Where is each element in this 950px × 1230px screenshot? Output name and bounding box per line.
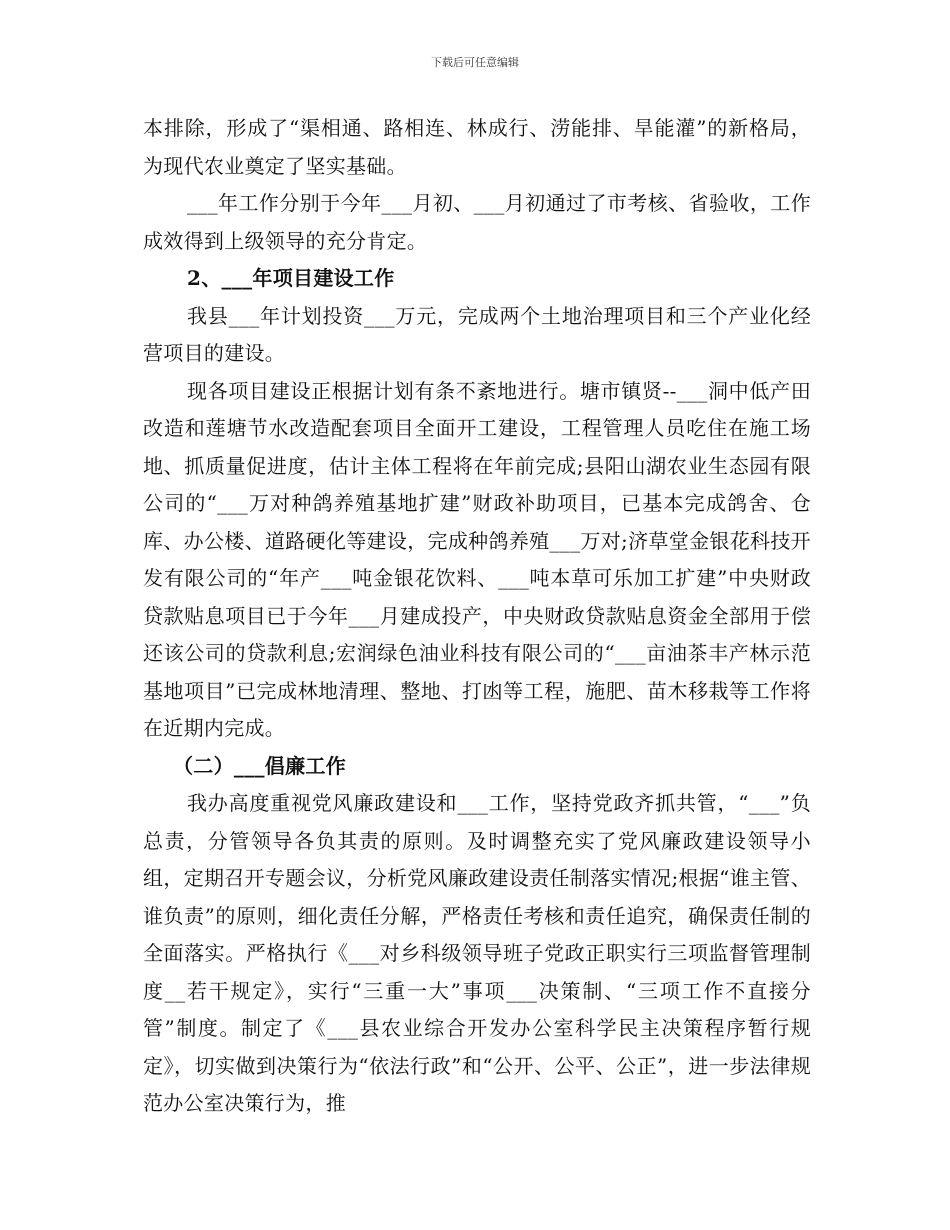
page-header-note: 下载后可任意编辑 — [431, 56, 519, 69]
paragraph: 本排除，形成了“渠相通、路相连、林成行、涝能排、旱能灌”的新格局，为现代农业奠定了坚实基础。 — [143, 116, 811, 178]
paragraph: 现各项目建设正根据计划有条不紊地进行。塘市镇贤--___洞中低产田改造和莲塘节水改造配套项目全面开工建设，工程管理人员吃住在施工场地、抓质量促进度，估计主体工程将在年前完成;县阳山湖农业生态园有限公司的“___万对种鸽养殖基地扩建”财政补助项目，已基本完成鸽舍、仓库、办公楼、道路硬化等建设，完成种鸽养殖___万对;济草堂金银花科技开发有限公司的“年产___吨金银花饮料、___吨本草可乐加工扩建”中央财政贷款贴息项目已于今年___月建成投产，中央财政贷款贴息资金全部用于偿还该公司的贷款利息;宏润绿色油业科技有限公司的“___亩油茶丰产林示范基地项目”已完成林地清理、整地、打凼等工程，施肥、苗木移栽等工作将在近期内完成。 — [143, 378, 811, 740]
paragraph: 我县___年计划投资___万元，完成两个土地治理项目和三个产业化经营项目的建设。 — [143, 303, 811, 365]
document-body — [143, 110, 811, 1123]
paragraph: 我办高度重视党风廉政建设和___工作，坚持党政齐抓共管，“___”负总责，分管领导各负其责的原则。及时调整充实了党风廉政建设领导小组，定期召开专题会议，分析党风廉政建设责任制落实情况;根据“谁主管、谁负责”的原则，细化责任分解，严格责任考核和责任追究，确保责任制的全面落实。严格执行《___对乡科级领导班子党政正职实行三项监督管理制度__若干规定》，实行“三重一大”事项___决策制、“三项工作不直接分管”制度。制定了《___县农业综合开发办公室科学民主决策程序暂行规定》，切实做到决策行为“依法行政”和“公开、公平、公正”，进一步法律规范办公室决策行为，推 — [143, 791, 811, 1115]
section-heading: 2、___年项目建设工作 — [187, 266, 395, 290]
section-heading: （二）___倡廉工作 — [173, 753, 346, 778]
paragraph: ___年工作分别于今年___月初、___月初通过了市考核、省验收，工作成效得到上级领导的充分肯定。 — [143, 191, 811, 253]
